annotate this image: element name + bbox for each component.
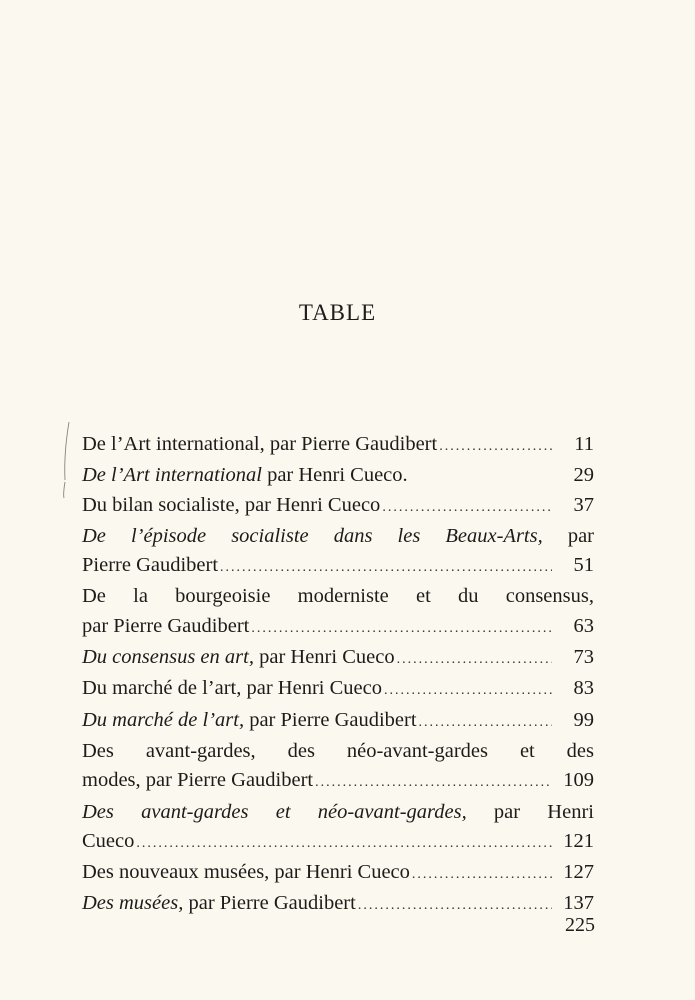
- entry-text: Des nouveaux musées, par Henri Cueco: [82, 861, 410, 884]
- entry-text: Cueco: [82, 829, 135, 852]
- pencil-margin-mark: [60, 420, 74, 500]
- toc-page-number: 11: [574, 433, 594, 455]
- dot-leader: [412, 860, 552, 889]
- dot-leader: [439, 432, 552, 461]
- toc-line: [82, 827, 594, 858]
- toc-entry-text: [82, 858, 410, 887]
- italic-title: De l’épisode socialiste dans les Beaux-Arts,: [82, 524, 543, 547]
- entry-text: par: [542, 524, 594, 547]
- toc-line: [82, 461, 594, 490]
- toc-entry-text: [82, 551, 218, 580]
- toc-entry: [82, 674, 594, 705]
- entry-text: De l’Art international, par Pierre Gaudibert: [82, 433, 438, 455]
- entry-text: Du bilan socialiste, par Henri Cueco: [82, 493, 381, 516]
- italic-title: Des musées,: [82, 892, 184, 915]
- toc-entry-text: [82, 585, 594, 607]
- entry-text: Des avant-gardes, des néo-avant-gardes et des: [82, 739, 594, 762]
- toc-entry: [82, 858, 594, 889]
- toc-page-number: 121: [563, 829, 594, 852]
- toc-entry-text: [82, 801, 594, 823]
- entry-text: Du marché de l’art, par Henri Cueco: [82, 677, 382, 700]
- italic-title: Du marché de l’art,: [82, 708, 245, 731]
- toc-page-number: 63: [573, 614, 594, 637]
- toc-entry: [82, 889, 594, 920]
- entry-text: par Henri Cueco: [253, 646, 395, 669]
- entry-text: par Pierre Gaudibert: [244, 708, 417, 731]
- toc-entry: [82, 643, 594, 674]
- toc-line: [82, 766, 594, 797]
- entry-text: modes, par Pierre Gaudibert: [82, 769, 314, 792]
- page-title: TABLE: [298, 300, 377, 325]
- toc-entry-text: [82, 766, 313, 795]
- toc-line: [82, 674, 594, 705]
- italic-title: De l’Art international: [82, 464, 262, 487]
- dot-leader: [382, 493, 552, 522]
- toc-line: [82, 798, 594, 827]
- dot-leader: [220, 553, 552, 582]
- toc-entry-text: [82, 525, 594, 547]
- toc-entry: [82, 706, 594, 737]
- toc-line: [82, 737, 594, 766]
- italic-title: Des avant-gardes et néo-avant-gardes,: [82, 800, 467, 823]
- toc-entry-text: [82, 612, 249, 641]
- dot-leader: [419, 708, 552, 737]
- table-of-contents: [82, 430, 594, 921]
- toc-page-number: 127: [563, 861, 594, 884]
- toc-line: [82, 889, 594, 920]
- toc-entry-text: [82, 674, 382, 703]
- toc-line: [82, 522, 594, 551]
- toc-page-number: 109: [563, 769, 594, 792]
- toc-line: [82, 551, 594, 582]
- toc-entry: [82, 522, 594, 583]
- toc-entry-text: [82, 827, 134, 856]
- dot-leader: [358, 891, 552, 920]
- toc-page-number: 29: [573, 464, 594, 487]
- toc-entry: [82, 430, 594, 461]
- toc-entry: [82, 582, 594, 643]
- entry-text: par Pierre Gaudibert: [183, 892, 356, 915]
- toc-line: [82, 612, 594, 643]
- toc-entry-text: [82, 889, 356, 918]
- entry-text: Pierre Gaudibert: [82, 554, 219, 577]
- dot-leader: [136, 829, 552, 858]
- toc-entry-text: [82, 740, 594, 762]
- toc-entry-text: [82, 430, 437, 459]
- toc-entry: [82, 461, 594, 490]
- toc-line: [82, 491, 594, 522]
- toc-line: [82, 706, 594, 737]
- toc-page-number: 51: [573, 554, 594, 577]
- entry-text: par Pierre Gaudibert: [82, 614, 250, 637]
- dot-leader: [315, 768, 552, 797]
- toc-page-number: 83: [573, 677, 594, 700]
- toc-line: [82, 582, 594, 611]
- toc-entry-text: [82, 706, 417, 735]
- toc-entry: [82, 737, 594, 798]
- dot-leader: [384, 676, 552, 705]
- toc-line: [82, 430, 594, 461]
- toc-page-number: 37: [573, 493, 594, 516]
- toc-page-number: 73: [573, 646, 594, 669]
- entry-text: par Henri Cueco.: [261, 464, 408, 487]
- toc-entry-text: [82, 461, 408, 490]
- toc-line: [82, 643, 594, 674]
- toc-entry: [82, 798, 594, 859]
- toc-line: [82, 858, 594, 889]
- toc-entry-text: [82, 491, 380, 520]
- dot-leader: [397, 645, 552, 674]
- toc-entry: [82, 491, 594, 522]
- dot-leader: [251, 614, 552, 643]
- toc-entry-text: [82, 643, 395, 672]
- entry-text: par Henri: [466, 800, 594, 823]
- toc-page-number: 137: [563, 892, 594, 915]
- toc-page-number: 99: [573, 708, 594, 731]
- italic-title: Du consensus en art,: [82, 646, 254, 669]
- entry-text: De la bourgeoisie moderniste et du consensus,: [82, 585, 594, 608]
- page-number: 225: [565, 914, 595, 936]
